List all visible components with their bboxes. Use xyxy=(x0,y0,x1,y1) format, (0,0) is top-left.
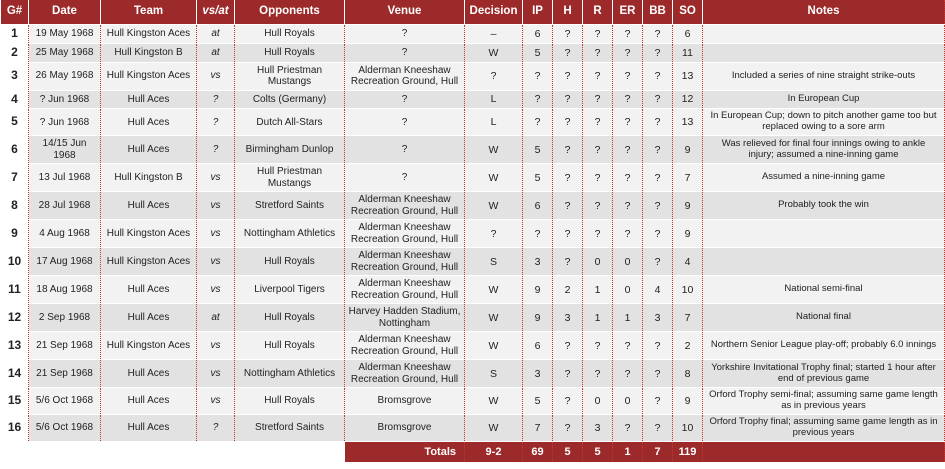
cell-notes xyxy=(703,220,945,248)
cell-runs: ? xyxy=(583,25,613,44)
cell-walks: ? xyxy=(643,388,673,415)
cell-strikeouts: 9 xyxy=(673,136,703,164)
cell-earned-runs: ? xyxy=(613,43,643,62)
cell-decision: W xyxy=(465,415,523,442)
cell-vs-at: vs xyxy=(197,164,235,192)
cell-game-number: 14 xyxy=(1,360,29,388)
cell-innings-pitched: ? xyxy=(523,109,553,136)
cell-strikeouts: 8 xyxy=(673,360,703,388)
totals-ip: 69 xyxy=(523,441,553,462)
cell-venue: ? xyxy=(345,25,465,44)
cell-notes: Probably took the win xyxy=(703,192,945,220)
cell-strikeouts: 2 xyxy=(673,332,703,360)
cell-game-date: 28 Jul 1968 xyxy=(29,192,101,220)
cell-earned-runs: ? xyxy=(613,415,643,442)
cell-game-number: 10 xyxy=(1,248,29,276)
cell-team: Hull Kingston B xyxy=(101,164,197,192)
cell-team: Hull Aces xyxy=(101,192,197,220)
cell-hits: ? xyxy=(553,109,583,136)
cell-venue: ? xyxy=(345,164,465,192)
cell-vs-at: vs xyxy=(197,220,235,248)
cell-notes: National semi-final xyxy=(703,276,945,304)
table-footer xyxy=(1,441,945,462)
cell-vs-at: vs xyxy=(197,248,235,276)
cell-team: Hull Kingston Aces xyxy=(101,25,197,44)
table-body xyxy=(1,25,945,442)
cell-venue: Alderman Kneeshaw Recreation Ground, Hull xyxy=(345,192,465,220)
cell-game-date: 26 May 1968 xyxy=(29,62,101,90)
cell-innings-pitched: 5 xyxy=(523,388,553,415)
cell-decision: ? xyxy=(465,62,523,90)
cell-decision: W xyxy=(465,388,523,415)
cell-hits: ? xyxy=(553,90,583,109)
cell-strikeouts: 7 xyxy=(673,304,703,332)
cell-notes: National final xyxy=(703,304,945,332)
cell-venue: Alderman Kneeshaw Recreation Ground, Hull xyxy=(345,276,465,304)
cell-venue: ? xyxy=(345,136,465,164)
cell-strikeouts: 12 xyxy=(673,90,703,109)
cell-vs-at: ? xyxy=(197,136,235,164)
cell-innings-pitched: 7 xyxy=(523,415,553,442)
cell-venue: Alderman Kneeshaw Recreation Ground, Hull xyxy=(345,360,465,388)
cell-game-date: 19 May 1968 xyxy=(29,25,101,44)
table-row xyxy=(1,164,945,192)
cell-walks: ? xyxy=(643,248,673,276)
cell-vs-at: ? xyxy=(197,109,235,136)
cell-walks: ? xyxy=(643,164,673,192)
totals-bb: 7 xyxy=(643,441,673,462)
cell-innings-pitched: ? xyxy=(523,62,553,90)
cell-hits: ? xyxy=(553,43,583,62)
cell-earned-runs: ? xyxy=(613,90,643,109)
table-row xyxy=(1,304,945,332)
cell-innings-pitched: 3 xyxy=(523,360,553,388)
cell-walks: ? xyxy=(643,332,673,360)
cell-game-number: 8 xyxy=(1,192,29,220)
cell-earned-runs: 1 xyxy=(613,304,643,332)
table-row xyxy=(1,360,945,388)
cell-vs-at: vs xyxy=(197,192,235,220)
header-row xyxy=(1,0,945,25)
cell-venue: Alderman Kneeshaw Recreation Ground, Hull xyxy=(345,62,465,90)
cell-notes: Yorkshire Invitational Trophy final; started 1 hour after end of previous game xyxy=(703,360,945,388)
cell-strikeouts: 9 xyxy=(673,192,703,220)
cell-earned-runs: ? xyxy=(613,62,643,90)
cell-earned-runs: 0 xyxy=(613,388,643,415)
table-row xyxy=(1,25,945,44)
totals-notes xyxy=(703,441,945,462)
cell-opponents: Hull Royals xyxy=(235,332,345,360)
column-header-r[interactable]: R xyxy=(583,0,613,25)
cell-strikeouts: 10 xyxy=(673,415,703,442)
cell-decision: – xyxy=(465,25,523,44)
cell-venue: Alderman Kneeshaw Recreation Ground, Hull xyxy=(345,332,465,360)
cell-team: Hull Aces xyxy=(101,90,197,109)
cell-decision: W xyxy=(465,136,523,164)
cell-team: Hull Aces xyxy=(101,304,197,332)
cell-notes: In European Cup; down to pitch another game too but replaced owing to a sore arm xyxy=(703,109,945,136)
cell-notes: Orford Trophy final; assuming same game length as in previous years xyxy=(703,415,945,442)
cell-vs-at: vs xyxy=(197,276,235,304)
cell-innings-pitched: 6 xyxy=(523,25,553,44)
cell-game-date: 18 Aug 1968 xyxy=(29,276,101,304)
cell-runs: 1 xyxy=(583,276,613,304)
cell-team: Hull Aces xyxy=(101,109,197,136)
cell-earned-runs: ? xyxy=(613,360,643,388)
column-header-team[interactable]: Team xyxy=(101,0,197,25)
cell-opponents: Liverpool Tigers xyxy=(235,276,345,304)
cell-team: Hull Kingston B xyxy=(101,43,197,62)
cell-vs-at: at xyxy=(197,25,235,44)
table-row xyxy=(1,332,945,360)
cell-notes: Orford Trophy semi-final; assuming same game length as in previous years xyxy=(703,388,945,415)
cell-vs-at: ? xyxy=(197,415,235,442)
cell-decision: ? xyxy=(465,220,523,248)
cell-vs-at: vs xyxy=(197,332,235,360)
cell-innings-pitched: 3 xyxy=(523,248,553,276)
cell-decision: W xyxy=(465,43,523,62)
cell-team: Hull Kingston Aces xyxy=(101,332,197,360)
cell-walks: 3 xyxy=(643,304,673,332)
cell-innings-pitched: 5 xyxy=(523,136,553,164)
totals-decision: 9-2 xyxy=(465,441,523,462)
cell-walks: ? xyxy=(643,109,673,136)
cell-vs-at: vs xyxy=(197,62,235,90)
cell-decision: S xyxy=(465,360,523,388)
cell-earned-runs: ? xyxy=(613,192,643,220)
table-row xyxy=(1,415,945,442)
cell-strikeouts: 7 xyxy=(673,164,703,192)
cell-hits: 2 xyxy=(553,276,583,304)
table-row xyxy=(1,43,945,62)
totals-blank xyxy=(1,441,345,462)
cell-earned-runs: ? xyxy=(613,332,643,360)
cell-decision: W xyxy=(465,192,523,220)
cell-team: Hull Aces xyxy=(101,276,197,304)
totals-er: 1 xyxy=(613,441,643,462)
cell-game-number: 11 xyxy=(1,276,29,304)
cell-runs: ? xyxy=(583,90,613,109)
cell-earned-runs: ? xyxy=(613,136,643,164)
cell-hits: ? xyxy=(553,164,583,192)
cell-game-date: 21 Sep 1968 xyxy=(29,332,101,360)
cell-walks: ? xyxy=(643,220,673,248)
cell-game-number: 7 xyxy=(1,164,29,192)
table-row xyxy=(1,220,945,248)
cell-runs: 3 xyxy=(583,415,613,442)
cell-opponents: Hull Royals xyxy=(235,43,345,62)
cell-opponents: Birmingham Dunlop xyxy=(235,136,345,164)
cell-runs: ? xyxy=(583,109,613,136)
cell-opponents: Hull Royals xyxy=(235,248,345,276)
cell-game-number: 1 xyxy=(1,25,29,44)
totals-so: 119 xyxy=(673,441,703,462)
column-header-opponents[interactable]: Opponents xyxy=(235,0,345,25)
cell-innings-pitched: ? xyxy=(523,220,553,248)
cell-venue: ? xyxy=(345,90,465,109)
cell-venue: Harvey Hadden Stadium, Nottingham xyxy=(345,304,465,332)
cell-notes: Was relieved for final four innings owing to ankle injury; assumed a nine-inning game xyxy=(703,136,945,164)
totals-h: 5 xyxy=(553,441,583,462)
cell-team: Hull Aces xyxy=(101,136,197,164)
cell-venue: Bromsgrove xyxy=(345,415,465,442)
cell-vs-at: vs xyxy=(197,388,235,415)
cell-team: Hull Aces xyxy=(101,388,197,415)
column-header-g[interactable]: G# xyxy=(1,0,29,25)
table-row xyxy=(1,62,945,90)
table-row xyxy=(1,388,945,415)
cell-decision: W xyxy=(465,332,523,360)
cell-opponents: Stretford Saints xyxy=(235,415,345,442)
cell-hits: ? xyxy=(553,388,583,415)
cell-strikeouts: 13 xyxy=(673,62,703,90)
column-header-venue[interactable]: Venue xyxy=(345,0,465,25)
cell-walks: ? xyxy=(643,415,673,442)
cell-strikeouts: 9 xyxy=(673,388,703,415)
cell-hits: ? xyxy=(553,136,583,164)
cell-strikeouts: 10 xyxy=(673,276,703,304)
bottom-spacer xyxy=(0,463,944,469)
cell-strikeouts: 11 xyxy=(673,43,703,62)
cell-hits: ? xyxy=(553,360,583,388)
cell-innings-pitched: 5 xyxy=(523,164,553,192)
cell-innings-pitched: ? xyxy=(523,90,553,109)
cell-decision: W xyxy=(465,164,523,192)
cell-notes xyxy=(703,248,945,276)
column-header-so[interactable]: SO xyxy=(673,0,703,25)
cell-runs: ? xyxy=(583,164,613,192)
cell-walks: ? xyxy=(643,136,673,164)
cell-opponents: Hull Royals xyxy=(235,304,345,332)
table-row xyxy=(1,109,945,136)
cell-game-number: 16 xyxy=(1,415,29,442)
cell-hits: ? xyxy=(553,220,583,248)
cell-hits: ? xyxy=(553,332,583,360)
cell-walks: ? xyxy=(643,90,673,109)
cell-opponents: Colts (Germany) xyxy=(235,90,345,109)
cell-game-date: ? Jun 1968 xyxy=(29,90,101,109)
cell-game-date: 5/6 Oct 1968 xyxy=(29,388,101,415)
cell-game-number: 9 xyxy=(1,220,29,248)
cell-game-number: 15 xyxy=(1,388,29,415)
totals-r: 5 xyxy=(583,441,613,462)
cell-team: Hull Kingston Aces xyxy=(101,220,197,248)
cell-innings-pitched: 6 xyxy=(523,332,553,360)
cell-runs: ? xyxy=(583,220,613,248)
table-row xyxy=(1,248,945,276)
cell-vs-at: at xyxy=(197,304,235,332)
cell-venue: Bromsgrove xyxy=(345,388,465,415)
cell-vs-at: at xyxy=(197,43,235,62)
cell-runs: ? xyxy=(583,360,613,388)
cell-notes: In European Cup xyxy=(703,90,945,109)
cell-runs: ? xyxy=(583,136,613,164)
column-header-notes[interactable]: Notes xyxy=(703,0,945,25)
column-header-bb[interactable]: BB xyxy=(643,0,673,25)
cell-game-date: 21 Sep 1968 xyxy=(29,360,101,388)
cell-game-date: 13 Jul 1968 xyxy=(29,164,101,192)
cell-strikeouts: 9 xyxy=(673,220,703,248)
cell-team: Hull Kingston Aces xyxy=(101,62,197,90)
cell-vs-at: ? xyxy=(197,90,235,109)
cell-runs: 0 xyxy=(583,248,613,276)
cell-notes xyxy=(703,43,945,62)
table-header xyxy=(1,0,945,25)
cell-venue: Alderman Kneeshaw Recreation Ground, Hull xyxy=(345,220,465,248)
table-row xyxy=(1,192,945,220)
cell-hits: ? xyxy=(553,25,583,44)
column-header-date[interactable]: Date xyxy=(29,0,101,25)
table-row xyxy=(1,90,945,109)
cell-opponents: Hull Priestman Mustangs xyxy=(235,164,345,192)
cell-earned-runs: ? xyxy=(613,109,643,136)
cell-opponents: Hull Royals xyxy=(235,25,345,44)
cell-earned-runs: ? xyxy=(613,220,643,248)
cell-opponents: Nottingham Athletics xyxy=(235,220,345,248)
cell-strikeouts: 6 xyxy=(673,25,703,44)
cell-walks: ? xyxy=(643,360,673,388)
cell-game-number: 2 xyxy=(1,43,29,62)
cell-runs: 0 xyxy=(583,388,613,415)
cell-hits: ? xyxy=(553,248,583,276)
cell-opponents: Dutch All-Stars xyxy=(235,109,345,136)
table-row xyxy=(1,276,945,304)
cell-innings-pitched: 5 xyxy=(523,43,553,62)
cell-walks: ? xyxy=(643,43,673,62)
cell-game-date: 25 May 1968 xyxy=(29,43,101,62)
cell-team: Hull Aces xyxy=(101,360,197,388)
cell-strikeouts: 13 xyxy=(673,109,703,136)
cell-innings-pitched: 9 xyxy=(523,276,553,304)
cell-runs: ? xyxy=(583,332,613,360)
cell-runs: 1 xyxy=(583,304,613,332)
cell-hits: ? xyxy=(553,415,583,442)
cell-hits: ? xyxy=(553,62,583,90)
cell-notes: Included a series of nine straight strike-outs xyxy=(703,62,945,90)
totals-label: Totals xyxy=(345,441,465,462)
cell-hits: ? xyxy=(553,192,583,220)
cell-earned-runs: ? xyxy=(613,164,643,192)
cell-game-number: 3 xyxy=(1,62,29,90)
cell-walks: ? xyxy=(643,25,673,44)
cell-venue: Alderman Kneeshaw Recreation Ground, Hull xyxy=(345,248,465,276)
cell-game-date: 17 Aug 1968 xyxy=(29,248,101,276)
cell-game-number: 13 xyxy=(1,332,29,360)
cell-decision: S xyxy=(465,248,523,276)
totals-row xyxy=(1,441,945,462)
cell-team: Hull Kingston Aces xyxy=(101,248,197,276)
cell-innings-pitched: 6 xyxy=(523,192,553,220)
cell-hits: 3 xyxy=(553,304,583,332)
column-header-vsat[interactable]: vs/at xyxy=(197,0,235,25)
cell-runs: ? xyxy=(583,62,613,90)
cell-notes xyxy=(703,25,945,44)
cell-decision: W xyxy=(465,276,523,304)
cell-game-number: 12 xyxy=(1,304,29,332)
cell-runs: ? xyxy=(583,43,613,62)
cell-strikeouts: 4 xyxy=(673,248,703,276)
cell-notes: Assumed a nine-inning game xyxy=(703,164,945,192)
column-header-ip[interactable]: IP xyxy=(523,0,553,25)
cell-game-number: 4 xyxy=(1,90,29,109)
cell-walks: ? xyxy=(643,192,673,220)
cell-game-number: 6 xyxy=(1,136,29,164)
column-header-decision[interactable]: Decision xyxy=(465,0,523,25)
cell-earned-runs: ? xyxy=(613,25,643,44)
column-header-h[interactable]: H xyxy=(553,0,583,25)
cell-opponents: Hull Priestman Mustangs xyxy=(235,62,345,90)
cell-earned-runs: 0 xyxy=(613,248,643,276)
cell-venue: ? xyxy=(345,109,465,136)
cell-game-date: ? Jun 1968 xyxy=(29,109,101,136)
cell-game-date: 14/15 Jun 1968 xyxy=(29,136,101,164)
cell-opponents: Stretford Saints xyxy=(235,192,345,220)
cell-team: Hull Aces xyxy=(101,415,197,442)
cell-opponents: Nottingham Athletics xyxy=(235,360,345,388)
column-header-er[interactable]: ER xyxy=(613,0,643,25)
cell-game-date: 2 Sep 1968 xyxy=(29,304,101,332)
cell-vs-at: vs xyxy=(197,360,235,388)
cell-notes: Northern Senior League play-off; probably 6.0 innings xyxy=(703,332,945,360)
cell-game-date: 5/6 Oct 1968 xyxy=(29,415,101,442)
cell-runs: ? xyxy=(583,192,613,220)
cell-walks: ? xyxy=(643,62,673,90)
cell-decision: W xyxy=(465,304,523,332)
table-row xyxy=(1,136,945,164)
cell-walks: 4 xyxy=(643,276,673,304)
cell-decision: L xyxy=(465,90,523,109)
cell-venue: ? xyxy=(345,43,465,62)
cell-decision: L xyxy=(465,109,523,136)
cell-game-date: 4 Aug 1968 xyxy=(29,220,101,248)
cell-opponents: Hull Royals xyxy=(235,388,345,415)
cell-earned-runs: 0 xyxy=(613,276,643,304)
cell-innings-pitched: 9 xyxy=(523,304,553,332)
cell-game-number: 5 xyxy=(1,109,29,136)
